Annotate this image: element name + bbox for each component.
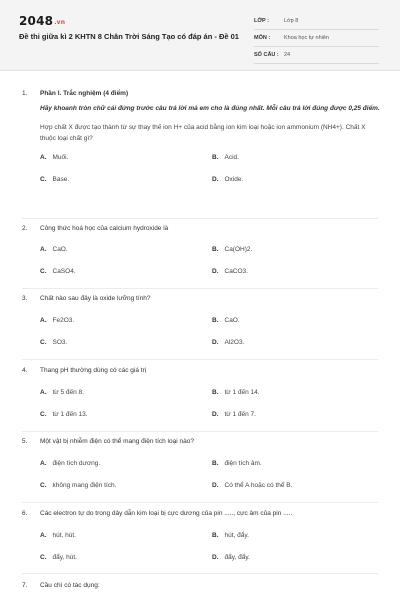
option-c[interactable]: C. SO3.: [40, 339, 68, 346]
meta-info: [254, 13, 379, 64]
page-header: [0, 0, 400, 71]
question-4: [22, 367, 382, 441]
meta-value: Lớp 8: [284, 18, 299, 24]
question-text: Chất nào sau đây là oxide lưỡng tính?: [40, 295, 151, 302]
meta-key: MÔN :: [254, 35, 271, 41]
question-text: Cầu chì có tác dụng:: [40, 582, 100, 589]
option-b[interactable]: B. từ 1 đến 14.: [212, 389, 260, 396]
divider: [22, 431, 378, 432]
option-c[interactable]: C. CaSO4.: [40, 268, 76, 275]
meta-value: Khoa học tự nhiên: [284, 35, 329, 41]
question-5: [22, 438, 382, 512]
divider: [22, 573, 378, 574]
option-a[interactable]: A. từ 5 đến 8.: [40, 389, 84, 396]
question-number: 1.: [22, 90, 28, 97]
page-title: Đề thi giữa kì 2 KHTN 8 Chân Trời Sáng Tạo có đáp án - Đề 01: [19, 32, 239, 41]
question-number: 4.: [22, 367, 28, 374]
answer-options: [40, 532, 382, 584]
option-b[interactable]: B. hút, đẩy.: [212, 532, 249, 539]
divider: [22, 288, 378, 289]
question-1: [22, 90, 382, 206]
option-b[interactable]: B. CaO.: [212, 317, 240, 324]
question-number: 7.: [22, 582, 28, 589]
meta-key: LỚP :: [254, 18, 269, 24]
answer-options: [40, 246, 382, 298]
question-text: Công thức hoá học của calcium hydroxide là: [40, 225, 169, 232]
question-text: Thang pH thường dùng có các giá trị: [40, 367, 147, 374]
option-a[interactable]: A. hút, hút.: [40, 532, 76, 539]
meta-row-class: [254, 13, 379, 30]
logo-suffix: .vn: [54, 19, 66, 26]
option-a[interactable]: A. Fe2O3.: [40, 317, 75, 324]
answer-options: [40, 460, 382, 512]
meta-row-subject: [254, 30, 379, 47]
question-3: [22, 295, 382, 369]
option-c[interactable]: C. từ 1 đến 13.: [40, 411, 88, 418]
question-number: 2.: [22, 225, 28, 232]
option-a[interactable]: A. Muối.: [40, 154, 69, 161]
question-text: Một vật bị nhiễm điện có thể mang điện tích loại nào?: [40, 438, 194, 445]
option-d[interactable]: D. từ 1 đến 7.: [212, 411, 256, 418]
option-c[interactable]: C. đẩy, hút.: [40, 554, 77, 561]
option-d[interactable]: D. Có thể A hoặc có thể B.: [212, 482, 293, 489]
answer-options: [40, 317, 382, 369]
meta-key: SỐ CÂU :: [254, 52, 279, 58]
logo-text: 2048: [19, 14, 54, 28]
option-d[interactable]: D. đẩy, đẩy.: [212, 554, 250, 561]
divider: [22, 502, 378, 503]
question-number: 3.: [22, 295, 28, 302]
option-d[interactable]: D. Oxide.: [212, 176, 244, 183]
question-7: [22, 582, 382, 589]
option-a[interactable]: A. điện tích dương.: [40, 460, 101, 467]
option-d[interactable]: D. Al2O3.: [212, 339, 245, 346]
option-a[interactable]: A. CaO.: [40, 246, 68, 253]
option-b[interactable]: B. điện tích âm.: [212, 460, 262, 467]
option-c[interactable]: C. không mang điện tích.: [40, 482, 117, 489]
option-b[interactable]: B. Acid.: [212, 154, 239, 161]
answer-options: [40, 389, 382, 441]
question-text: Các electron tự do trong dây dẫn kim loại bị cực dương của pin ....., cực âm của pin .....: [40, 510, 293, 517]
answer-options: [40, 154, 382, 206]
option-d[interactable]: D. CaCO3.: [212, 268, 248, 275]
option-c[interactable]: C. Base.: [40, 176, 70, 183]
site-logo[interactable]: [19, 14, 65, 28]
section-instruction: Hãy khoanh tròn chữ cái đứng trước câu trả lời mà em cho là đúng nhất. Mỗi câu trả lời đúng được 0,25 điểm.: [40, 105, 380, 112]
question-number: 5.: [22, 438, 28, 445]
divider: [22, 359, 378, 360]
divider: [22, 218, 378, 219]
meta-value: 24: [284, 52, 291, 58]
section-title: Phần I. Trắc nghiệm (4 điểm): [40, 90, 129, 97]
meta-row-count: [254, 47, 379, 64]
option-b[interactable]: B. Ca(OH)2.: [212, 246, 253, 253]
question-number: 6.: [22, 510, 28, 517]
question-stem: Hợp chất X được tạo thành từ sự thay thế ion H+ của acid bằng ion kim loại hoặc ion ammonium (NH4+). Chất X thuộc loại chất gì?: [40, 124, 366, 142]
